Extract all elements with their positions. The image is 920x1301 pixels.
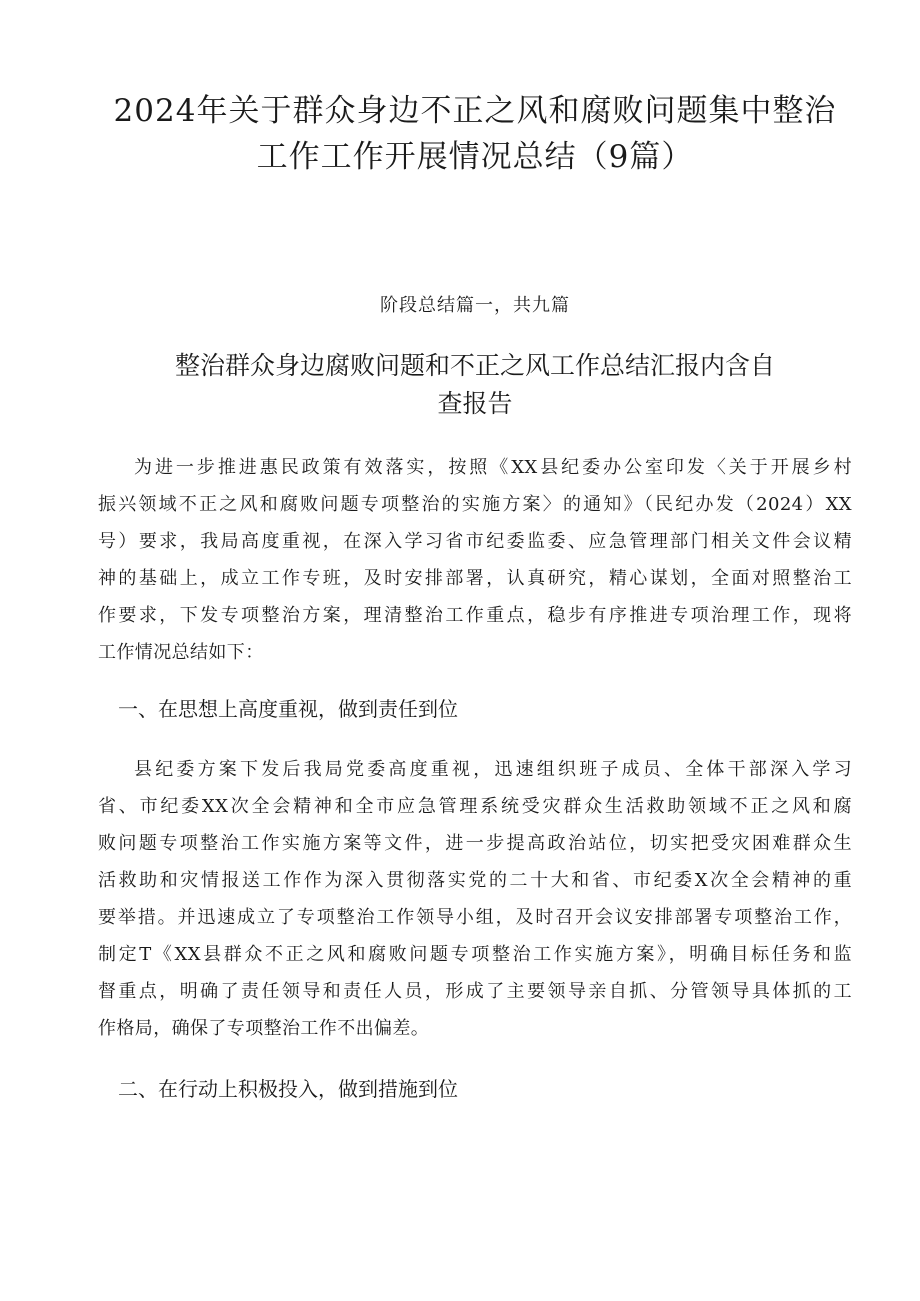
section-1-paragraph	[98, 751, 852, 1047]
stage-label: 阶段总结篇一，共九篇	[380, 295, 570, 316]
intro-line-1: 为进一步推进惠民政策有效落实，按照《XX县纪委办公室印发〈关于开展乡村	[134, 457, 852, 478]
intro-line-5: 作要求，下发专项整治方案，理清整治工作重点，稳步有序推进专项治理工作，现将	[98, 605, 852, 626]
article-subtitle-line-2: 查报告	[437, 389, 513, 418]
section-1-line-6: 制定T《XX县群众不正之风和腐败问题专项整治工作实施方案》，明确目标任务和监	[98, 944, 852, 965]
document-title-line-1: 2024年关于群众身边不正之风和腐败问题集中整治	[113, 93, 837, 129]
intro-line-4: 神的基础上，成立工作专班，及时安排部署，认真研究，精心谋划，全面对照整治工	[98, 568, 852, 589]
section-1-line-5: 要举措。并迅速成立了专项整治工作领导小组，及时召开会议安排部署专项整治工作，	[98, 907, 852, 928]
section-1-line-2: 省、市纪委XX次全会精神和全市应急管理系统受灾群众生活救助领域不正之风和腐	[98, 796, 852, 817]
section-1-line-4: 活救助和灾情报送工作作为深入贯彻落实党的二十大和省、市纪委X次全会精神的重	[98, 870, 852, 891]
article-subtitle	[98, 347, 852, 423]
intro-paragraph	[98, 449, 852, 671]
section-heading-1: 一、在思想上高度重视，做到责任到位	[118, 697, 458, 721]
section-1-line-3: 败问题专项整治工作实施方案等文件，进一步提高政治站位，切实把受灾困难群众生	[98, 833, 852, 854]
intro-line-6: 工作情况总结如下：	[98, 642, 264, 663]
article-subtitle-line-1: 整治群众身边腐败问题和不正之风工作总结汇报内含自	[174, 351, 775, 380]
section-heading-2: 二、在行动上积极投入，做到措施到位	[118, 1077, 458, 1101]
intro-line-2: 振兴领域不正之风和腐败问题专项整治的实施方案〉的通知》（民纪办发（2024）XX	[98, 494, 852, 515]
document-title	[98, 88, 852, 180]
intro-line-3: 号）要求，我局高度重视，在深入学习省市纪委监委、应急管理部门相关文件会议精	[98, 531, 852, 552]
section-1-line-8: 作格局，确保了专项整治工作不出偏差。	[98, 1018, 430, 1039]
section-1-line-7: 督重点，明确了责任领导和责任人员，形成了主要领导亲自抓、分管领导具体抓的工	[98, 981, 852, 1002]
document-title-line-2: 工作工作开展情况总结（9篇）	[256, 139, 694, 175]
section-1-line-1: 县纪委方案下发后我局党委高度重视，迅速组织班子成员、全体干部深入学习	[134, 759, 852, 780]
